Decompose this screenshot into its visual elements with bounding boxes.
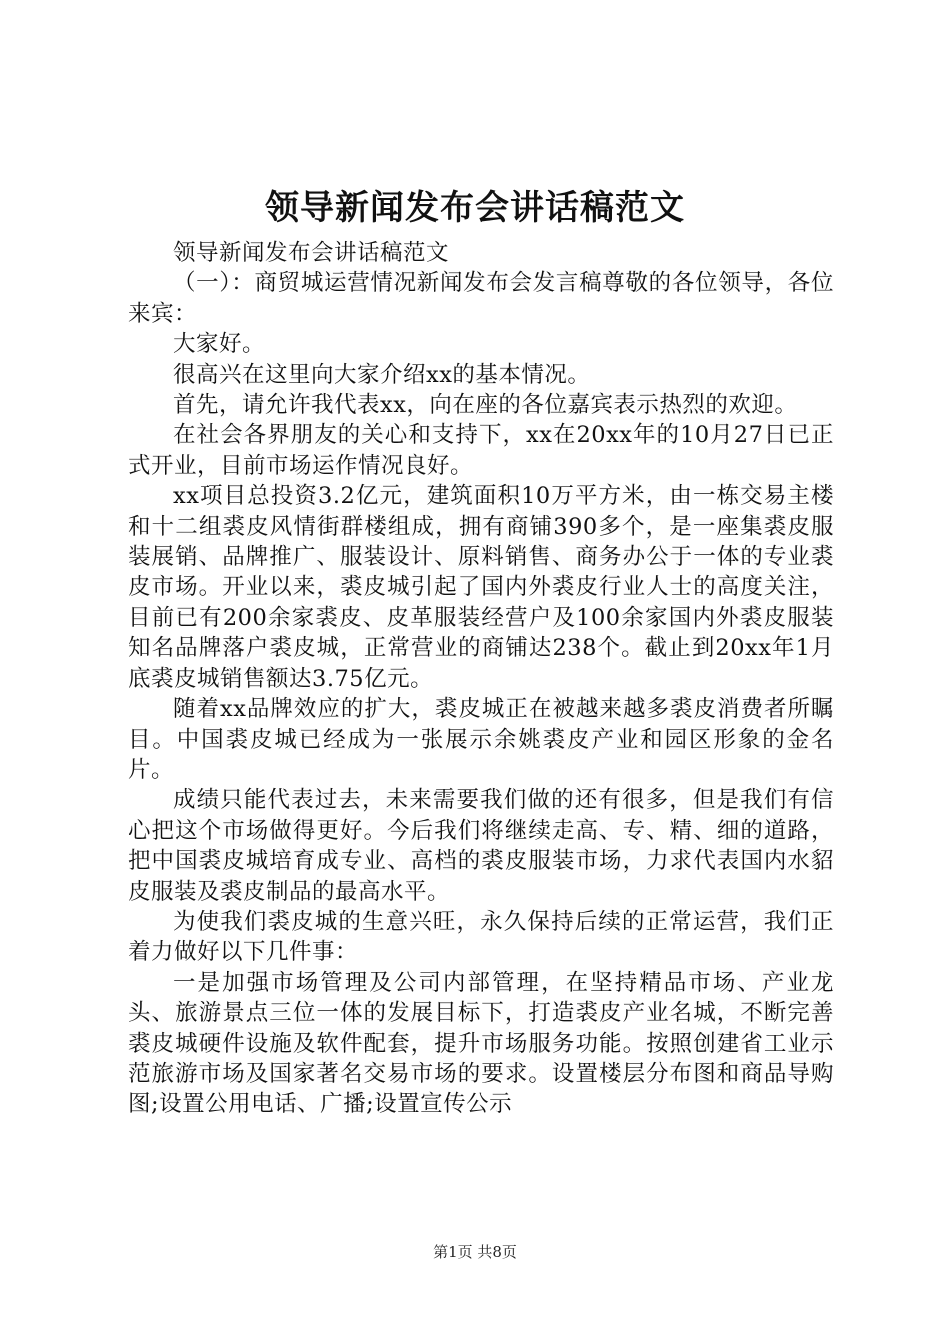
body-paragraph: 大家好。	[173, 331, 266, 358]
page-footer: 第1页 共8页	[433, 1243, 517, 1261]
body-paragraph: 成绩只能代表过去，未来需要我们做的还有很多，但是我们有信心把这个市场做得更好。今后我们将继续走高、专、精、细的道路，把中国裘皮城培育成专业、高档的裘皮服装市场，力求代表国内水貂皮服装及裘皮制品的最高水平。	[128, 787, 834, 905]
body-paragraph: 为使我们裘皮城的生意兴旺，永久保持后续的正常运营，我们正着力做好以下几件事：	[128, 908, 834, 966]
body-paragraph: 随着xx品牌效应的扩大，裘皮城正在被越来越多裘皮消费者所瞩目。中国裘皮城已经成为一张展示余姚裘皮产业和园区形象的金名片。	[128, 696, 834, 783]
body-paragraph: 一是加强市场管理及公司内部管理，在坚持精品市场、产业龙头、旅游景点三位一体的发展目标下，打造裘皮产业名城，不断完善裘皮城硬件设施及软件配套，提升市场服务功能。按照创建省工业示范旅游市场及国家著名交易市场的要求。设置楼层分布图和商品导购图;设置公用电话、广播;设置宣传公示	[128, 969, 834, 1118]
body-paragraph: 很高兴在这里向大家介绍xx的基本情况。	[173, 361, 591, 388]
body-paragraph: 首先，请允许我代表xx，向在座的各位嘉宾表示热烈的欢迎。	[173, 392, 798, 419]
body-paragraph: xx项目总投资3.2亿元，建筑面积10万平方米，由一栋交易主楼和十二组裘皮风情街群楼组成，拥有商铺390多个，是一座集裘皮服装展销、品牌推广、服装设计、原料销售、商务办公于一体的专业裘皮市场。开业以来，裘皮城引起了国内外裘皮行业人士的高度关注，目前已有200余家裘皮、皮革服装经营户及100余家国内外裘皮服装知名品牌落户裘皮城，正常营业的商铺达238个。截止到20xx年1月底裘皮城销售额达3.75亿元。	[128, 483, 834, 692]
body-paragraph: （一）：商贸城运营情况新闻发布会发言稿尊敬的各位领导，各位来宾：	[128, 270, 834, 327]
body-paragraph: 在社会各界朋友的关心和支持下，xx在20xx年的10月27日已正式开业，目前市场运作情况良好。	[128, 422, 834, 479]
document-body	[128, 238, 834, 1120]
body-paragraph: 领导新闻发布会讲话稿范文	[173, 240, 450, 266]
document-title: 领导新闻发布会讲话稿范文	[265, 188, 685, 228]
